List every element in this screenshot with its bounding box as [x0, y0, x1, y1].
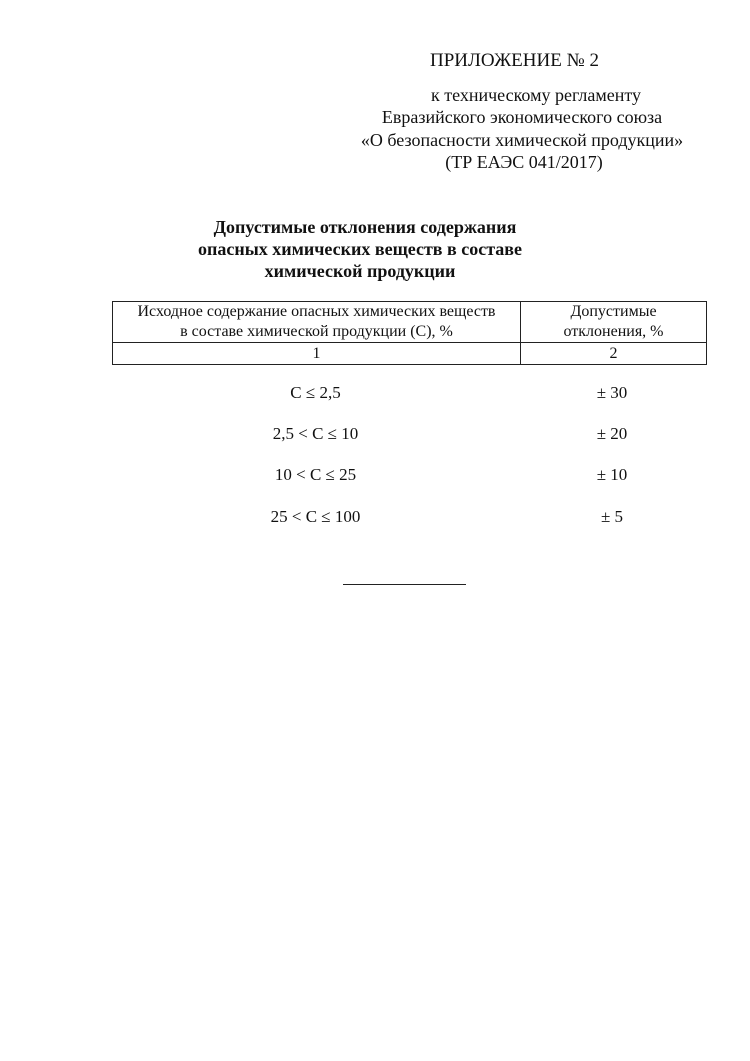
- end-divider: [343, 584, 466, 585]
- document-title-line: химической продукции: [264, 261, 456, 281]
- appendix-number: ПРИЛОЖЕНИЕ № 2: [430, 50, 599, 71]
- table-row: [112, 382, 706, 404]
- document-title-line: Допустимые отклонения содержания: [213, 217, 517, 237]
- content-range: 10 < С ≤ 25: [274, 465, 357, 484]
- deviation-value: ± 20: [596, 424, 628, 443]
- column-number: 1: [113, 343, 521, 365]
- appendix-line: «О безопасности химической продукции»: [360, 130, 684, 150]
- table-row: [112, 506, 706, 528]
- header-text-line: Допустимые: [570, 303, 657, 320]
- table-header-row: [113, 302, 707, 343]
- content-range: 25 < С ≤ 100: [270, 507, 361, 526]
- header-text-line: отклонения, %: [563, 323, 664, 340]
- header-content-column: [113, 302, 521, 343]
- header-deviation-column: [521, 302, 707, 343]
- content-range: С ≤ 2,5: [290, 383, 341, 402]
- appendix-line: к техническому регламенту: [430, 85, 642, 105]
- table-row: [112, 423, 706, 445]
- column-number-row: [113, 343, 707, 365]
- deviation-value: ± 5: [600, 507, 624, 526]
- appendix-line: (ТР ЕАЭС 041/2017): [445, 152, 603, 172]
- table-row: [112, 464, 706, 486]
- column-number: 2: [521, 343, 707, 365]
- header-text-line: в составе химической продукции (С), %: [180, 323, 453, 340]
- deviation-value: ± 30: [596, 383, 628, 402]
- deviation-value: ± 10: [596, 465, 628, 484]
- document-title-line: опасных химических веществ в составе: [197, 239, 523, 259]
- deviations-table: [112, 301, 707, 365]
- content-range: 2,5 < С ≤ 10: [272, 424, 359, 443]
- header-text-line: Исходное содержание опасных химических веществ: [137, 303, 496, 320]
- appendix-line: Евразийского экономического союза: [381, 107, 663, 127]
